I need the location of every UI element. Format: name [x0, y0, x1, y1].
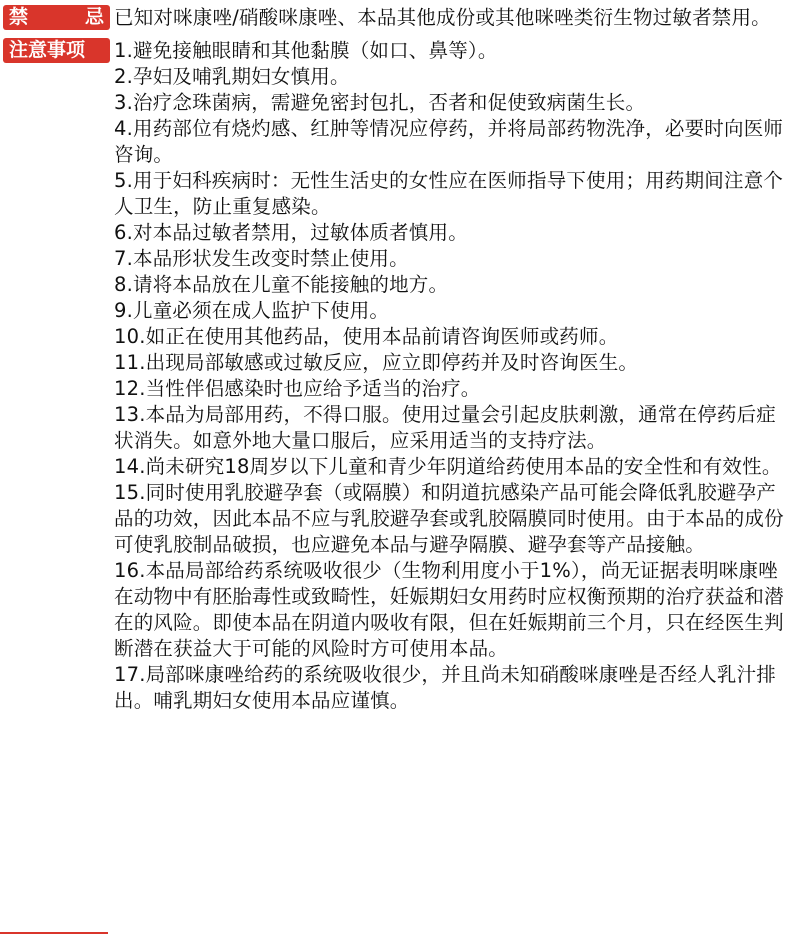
precaution-item: 12.当性伴侣感染时也应给予适当的治疗。 — [114, 377, 481, 400]
precaution-item: 11.出现局部敏感或过敏反应，应立即停药并及时咨询医生。 — [114, 351, 639, 374]
precautions-label: 注意事项 — [3, 38, 110, 63]
contraindications-label — [3, 5, 110, 30]
precaution-item: 13.本品为局部用药，不得口服。使用过量会引起皮肤刺激，通常在停药后症状消失。如意外地大量口服后，应采用适当的支持疗法。 — [114, 403, 777, 452]
precaution-item: 5.用于妇科疾病时：无性生活史的女性应在医师指导下使用；用药期间注意个人卫生，防止重复感染。 — [114, 169, 784, 218]
precautions-section — [0, 38, 790, 714]
contraindications-label-char-2: 忌 — [84, 6, 104, 28]
bottom-divider — [0, 932, 108, 934]
precaution-item: 3.治疗念珠菌病，需避免密封包扎，否者和促使致病菌生长。 — [114, 91, 646, 114]
contraindications-label-char-1: 禁 — [9, 6, 29, 28]
precaution-item: 6.对本品过敏者禁用，过敏体质者慎用。 — [114, 221, 468, 244]
precautions-list — [114, 38, 784, 714]
precaution-item: 8.请将本品放在儿童不能接触的地方。 — [114, 273, 449, 296]
precaution-item: 9.儿童必须在成人监护下使用。 — [114, 299, 390, 322]
contraindications-text: 已知对咪康唑/硝酸咪康唑、本品其他成份或其他咪唑类衍生物过敏者禁用。 — [114, 6, 771, 29]
precaution-item: 17.局部咪康唑给药的系统吸收很少，并且尚未知硝酸咪康唑是否经人乳汁排出。哺乳期妇女使用本品应谨慎。 — [114, 663, 777, 712]
contraindications-section — [0, 0, 790, 31]
precaution-item: 16.本品局部给药系统吸收很少（生物利用度小于1%），尚无证据表明咪康唑在动物中有胚胎毒性或致畸性，妊娠期妇女用药时应权衡预期的治疗获益和潜在的风险。即使本品在阴道内吸收有限，但在妊娠期前三个月，只在经医生判断潜在获益大于可能的风险时方可使用本品。 — [114, 559, 784, 660]
precaution-item: 14.尚未研究18周岁以下儿童和青少年阴道给药使用本品的安全性和有效性。 — [114, 455, 782, 478]
precaution-item: 1.避免接触眼睛和其他黏膜（如口、鼻等）。 — [114, 39, 498, 62]
precaution-item: 15.同时使用乳胶避孕套（或隔膜）和阴道抗感染产品可能会降低乳胶避孕产品的功效，因此本品不应与乳胶避孕套或乳胶隔膜同时使用。由于本品的成份可使乳胶制品破损，也应避免本品与避孕隔膜、避孕套等产品接触。 — [114, 481, 784, 556]
precaution-item: 10.如正在使用其他药品，使用本品前请咨询医师或药师。 — [114, 325, 619, 348]
precaution-item: 4.用药部位有烧灼感、红肿等情况应停药，并将局部药物洗净，必要时向医师咨询。 — [114, 117, 784, 166]
precaution-item: 2.孕妇及哺乳期妇女慎用。 — [114, 65, 350, 88]
precaution-item: 7.本品形状发生改变时禁止使用。 — [114, 247, 409, 270]
